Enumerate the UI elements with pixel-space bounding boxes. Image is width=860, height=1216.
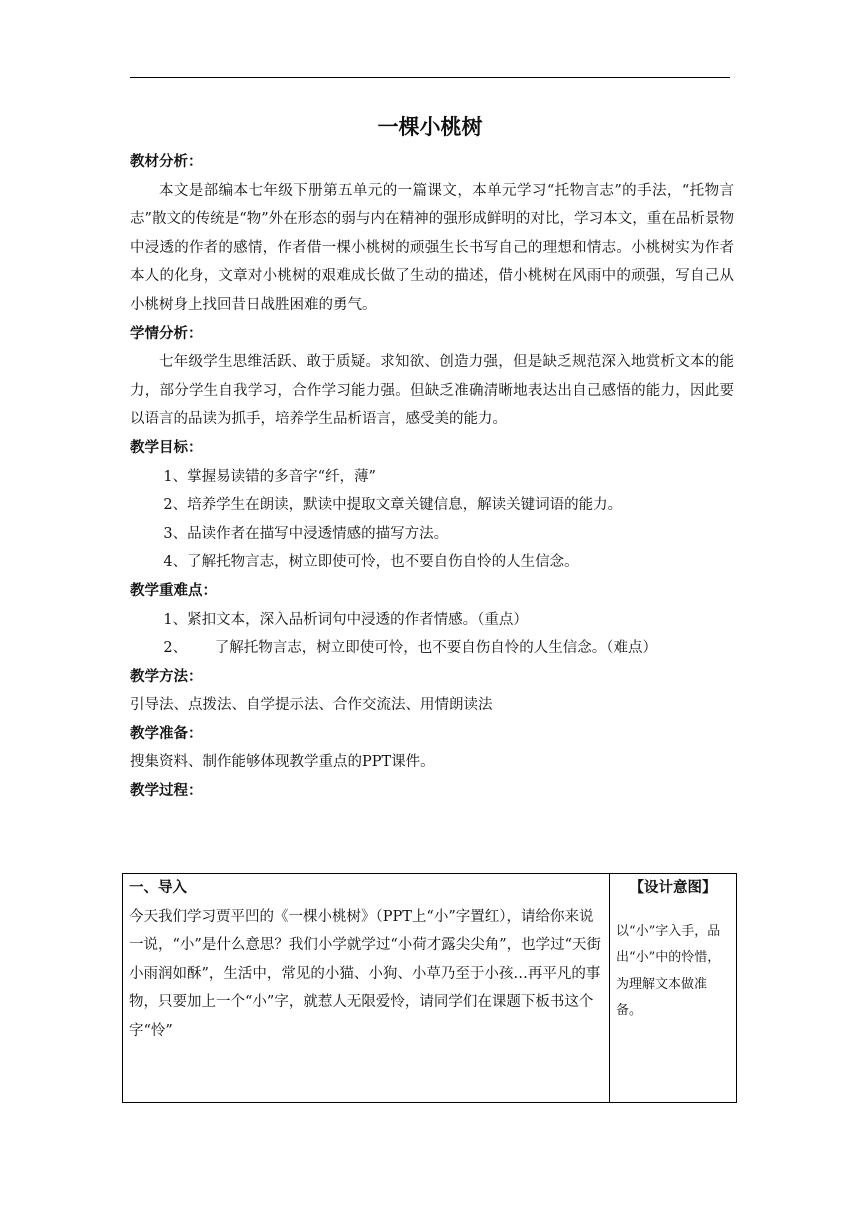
key-point-item: 2、 了解托物言志，树立即使可怜，也不要自伤自怜的人生信念。（难点） [163,640,657,657]
table-row [123,874,737,1103]
process-step-body: 今天我们学习贾平凹的《一棵小桃树》（PPT上“小”字置红），请给你来说一说，“小”是什么意思？我们小学就学过“小荷才露尖尖角”，也学过“天街小雨润如酥”，生活中，常见的小猫、小狗、小草乃至于小孩…再平凡的事物，只要加上一个“小”字，就惹人无限爱怜，请同学们在课题下板书这个字“怜” [129,908,602,1039]
teaching-goal-item: 4、了解托物言志，树立即使可怜，也不要自伤自怜的人生信念。 [163,554,579,571]
design-intent-cell [609,874,736,1103]
page-title: 一棵小桃树 [377,115,483,139]
process-step-cell [123,874,610,1103]
student-analysis-body: 七年级学生思维活跃、敢于质疑。求知欲、创造力强，但是缺乏规范深入地赏析文本的能力，部分学生自我学习，合作学习能力强。但缺乏准确清晰地表达出自己感悟的能力，因此要以语言的品读为抓手，培养学生品析语言，感受美的能力。 [130,354,734,428]
process-table [122,873,737,1103]
key-points-heading: 教学重难点： [130,582,217,599]
header-rule [130,77,730,78]
design-intent-heading: 【设计意图】 [629,880,717,896]
teaching-methods-heading: 教学方法： [130,668,203,685]
teaching-process-heading: 教学过程： [130,783,203,800]
teaching-goals-heading: 教学目标： [130,439,203,456]
teaching-goal-item: 2、培养学生在朗读，默读中提取文章关键信息，解读关键词语的能力。 [163,497,623,514]
textbook-analysis-heading: 教材分析： [130,154,203,170]
teaching-prep-heading: 教学准备： [130,725,203,742]
key-point-item: 1、紧扣文本，深入品析词句中浸透的作者情感。（重点） [163,611,528,628]
teaching-prep-body: 搜集资料、制作能够体现教学重点的PPT课件。 [130,754,435,771]
teaching-methods-body: 引导法、点拨法、自学提示法、合作交流法、用情朗读法 [130,697,493,714]
teaching-goal-item: 1、掌握易读错的多音字“纤，薄” [163,468,376,485]
textbook-analysis-body: 本文是部编本七年级下册第五单元的一篇课文，本单元学习“托物言志”的手法，“托物言志”散文的传统是“物”外在形态的弱与内在精神的强形成鲜明的对比，学习本文，重在品析景物中浸透的作者的感情，作者借一棵小桃树的顽强生长书写自己的理想和情志。小桃树实为作者本人的化身，文章对小桃树的艰难成长做了生动的描述，借小桃树在风雨中的顽强，写自己从小桃树身上找回昔日战胜困难的勇气。 [130,182,734,313]
process-step-title: 一、导入 [129,880,187,896]
design-intent-note: 以“小”字入手，品出“小”中的怜惜，为理解文本做准备。 [615,923,721,1019]
document-body [130,148,734,806]
teaching-goal-item: 3、品读作者在描写中浸透情感的描写方法。 [163,525,449,542]
student-analysis-heading: 学情分析： [130,325,203,342]
